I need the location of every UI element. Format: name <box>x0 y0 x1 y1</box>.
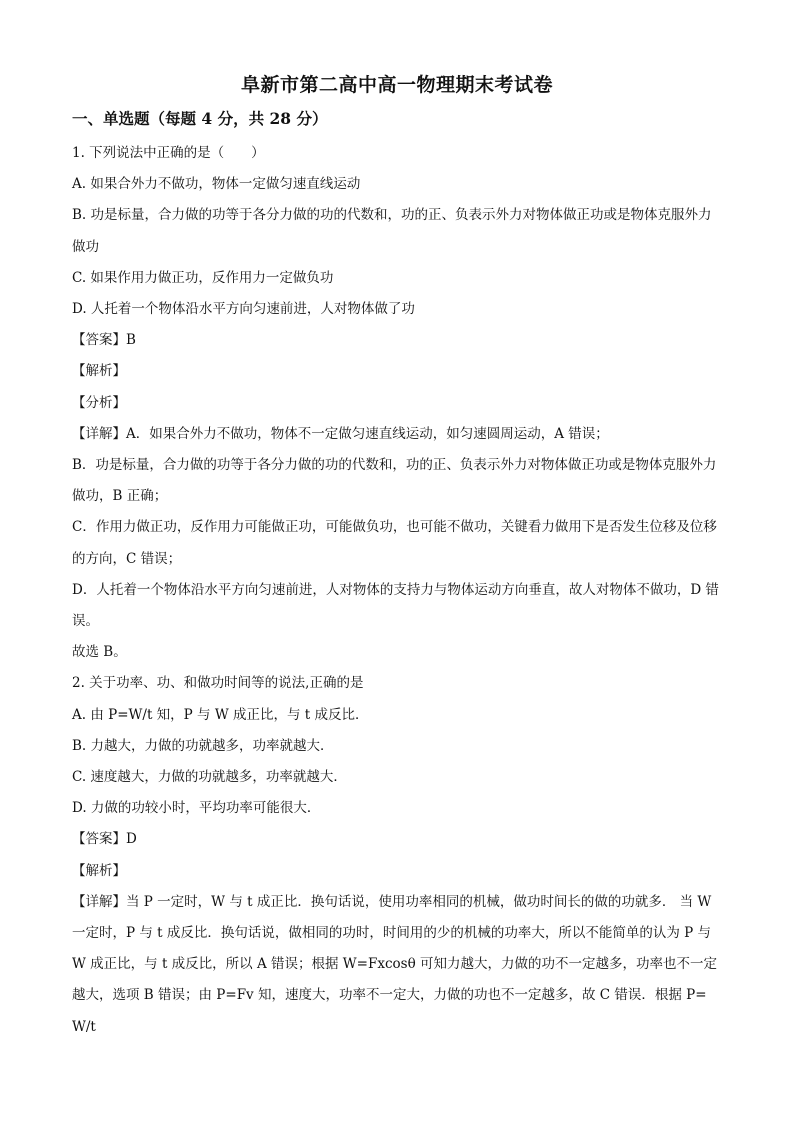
question-1-stem: 1. 下列说法中正确的是（ ） <box>72 145 265 161</box>
question-2-option-b: B. 力越大，力做的功就越多，功率就越大． <box>72 737 334 754</box>
question-2-option-c: C. 速度越大，力做的功就越多，功率就越大． <box>72 769 347 786</box>
question-1-option-c: C. 如果作用力做正功，反作用力一定做负功 <box>72 269 334 286</box>
question-1-answer: 【答案】B <box>72 332 136 349</box>
question-1-detail-a: 【详解】A．如果合外力不做功，物体不一定做匀速直线运动，如匀速圆周运动，A 错误； <box>72 425 609 442</box>
question-1-analysis-label: 【解析】 <box>72 363 126 380</box>
question-1-detail-b: B．功是标量，合力做的功等于各分力做的功的代数和，功的正、负表示外力对物体做正功或是物体克服外力做功，B 正确； <box>72 457 717 505</box>
question-1-option-b: B. 功是标量，合力做的功等于各分力做的功的代数和，功的正、负表示外力对物体做正功或是物体克服外力做功 <box>72 207 712 255</box>
question-1-detail-d: D．人托着一个物体沿水平方向匀速前进，人对物体的支持力与物体运动方向垂直，故人对物体不做功，D 错误。 <box>72 581 719 630</box>
question-2-answer: 【答案】D <box>72 831 137 848</box>
question-2-detail: 【详解】当 P 一定时，W 与 t 成正比．换句话说，使用功率相同的机械，做功时间长的做的功就多． 当 W 一定时，P 与 t 成反比．换句话说，做相同的功时，时间用的少的机械的功率大，所以不能简单的认为 P 与 W 成正比，与 t 成反比，所以 A 错误；根据 W=Fxcosθ 可知力越大，力做的功不一定越多，功率也不一定越大，选项 B 错误；由 P=Fv 知，速度大，功率不一定大，力做的功也不一定越多，故 C 错误．根据 P=W/t <box>72 893 717 1035</box>
question-2-stem: 2. 关于功率、功、和做功时间等的说法,正确的是 <box>72 675 364 692</box>
section-heading: 一、单选题（每题 4 分，共 28 分） <box>72 109 328 128</box>
document-body <box>72 138 724 1043</box>
question-1-detail-c: C．作用力做正功，反作用力可能做正功，可能做负功，也可能不做功，关键看力做用下是否发生位移及位移的方向，C 错误； <box>72 519 717 567</box>
question-1-conclusion: 故选 B。 <box>72 644 127 661</box>
question-1-option-a: A. 如果合外力不做功，物体一定做匀速直线运动 <box>72 176 361 193</box>
question-2-option-d: D. 力做的功较小时，平均功率可能很大． <box>72 800 321 817</box>
question-2-option-a: A. 由 P=W/t 知，P 与 W 成正比，与 t 成反比． <box>72 706 369 723</box>
question-1-option-d: D. 人托着一个物体沿水平方向匀速前进，人对物体做了功 <box>72 301 415 318</box>
question-2-analysis-label: 【解析】 <box>72 862 126 879</box>
document-title: 阜新市第二高中高一物理期末考试卷 <box>240 74 553 96</box>
question-1-fenxi-label: 【分析】 <box>72 394 126 411</box>
